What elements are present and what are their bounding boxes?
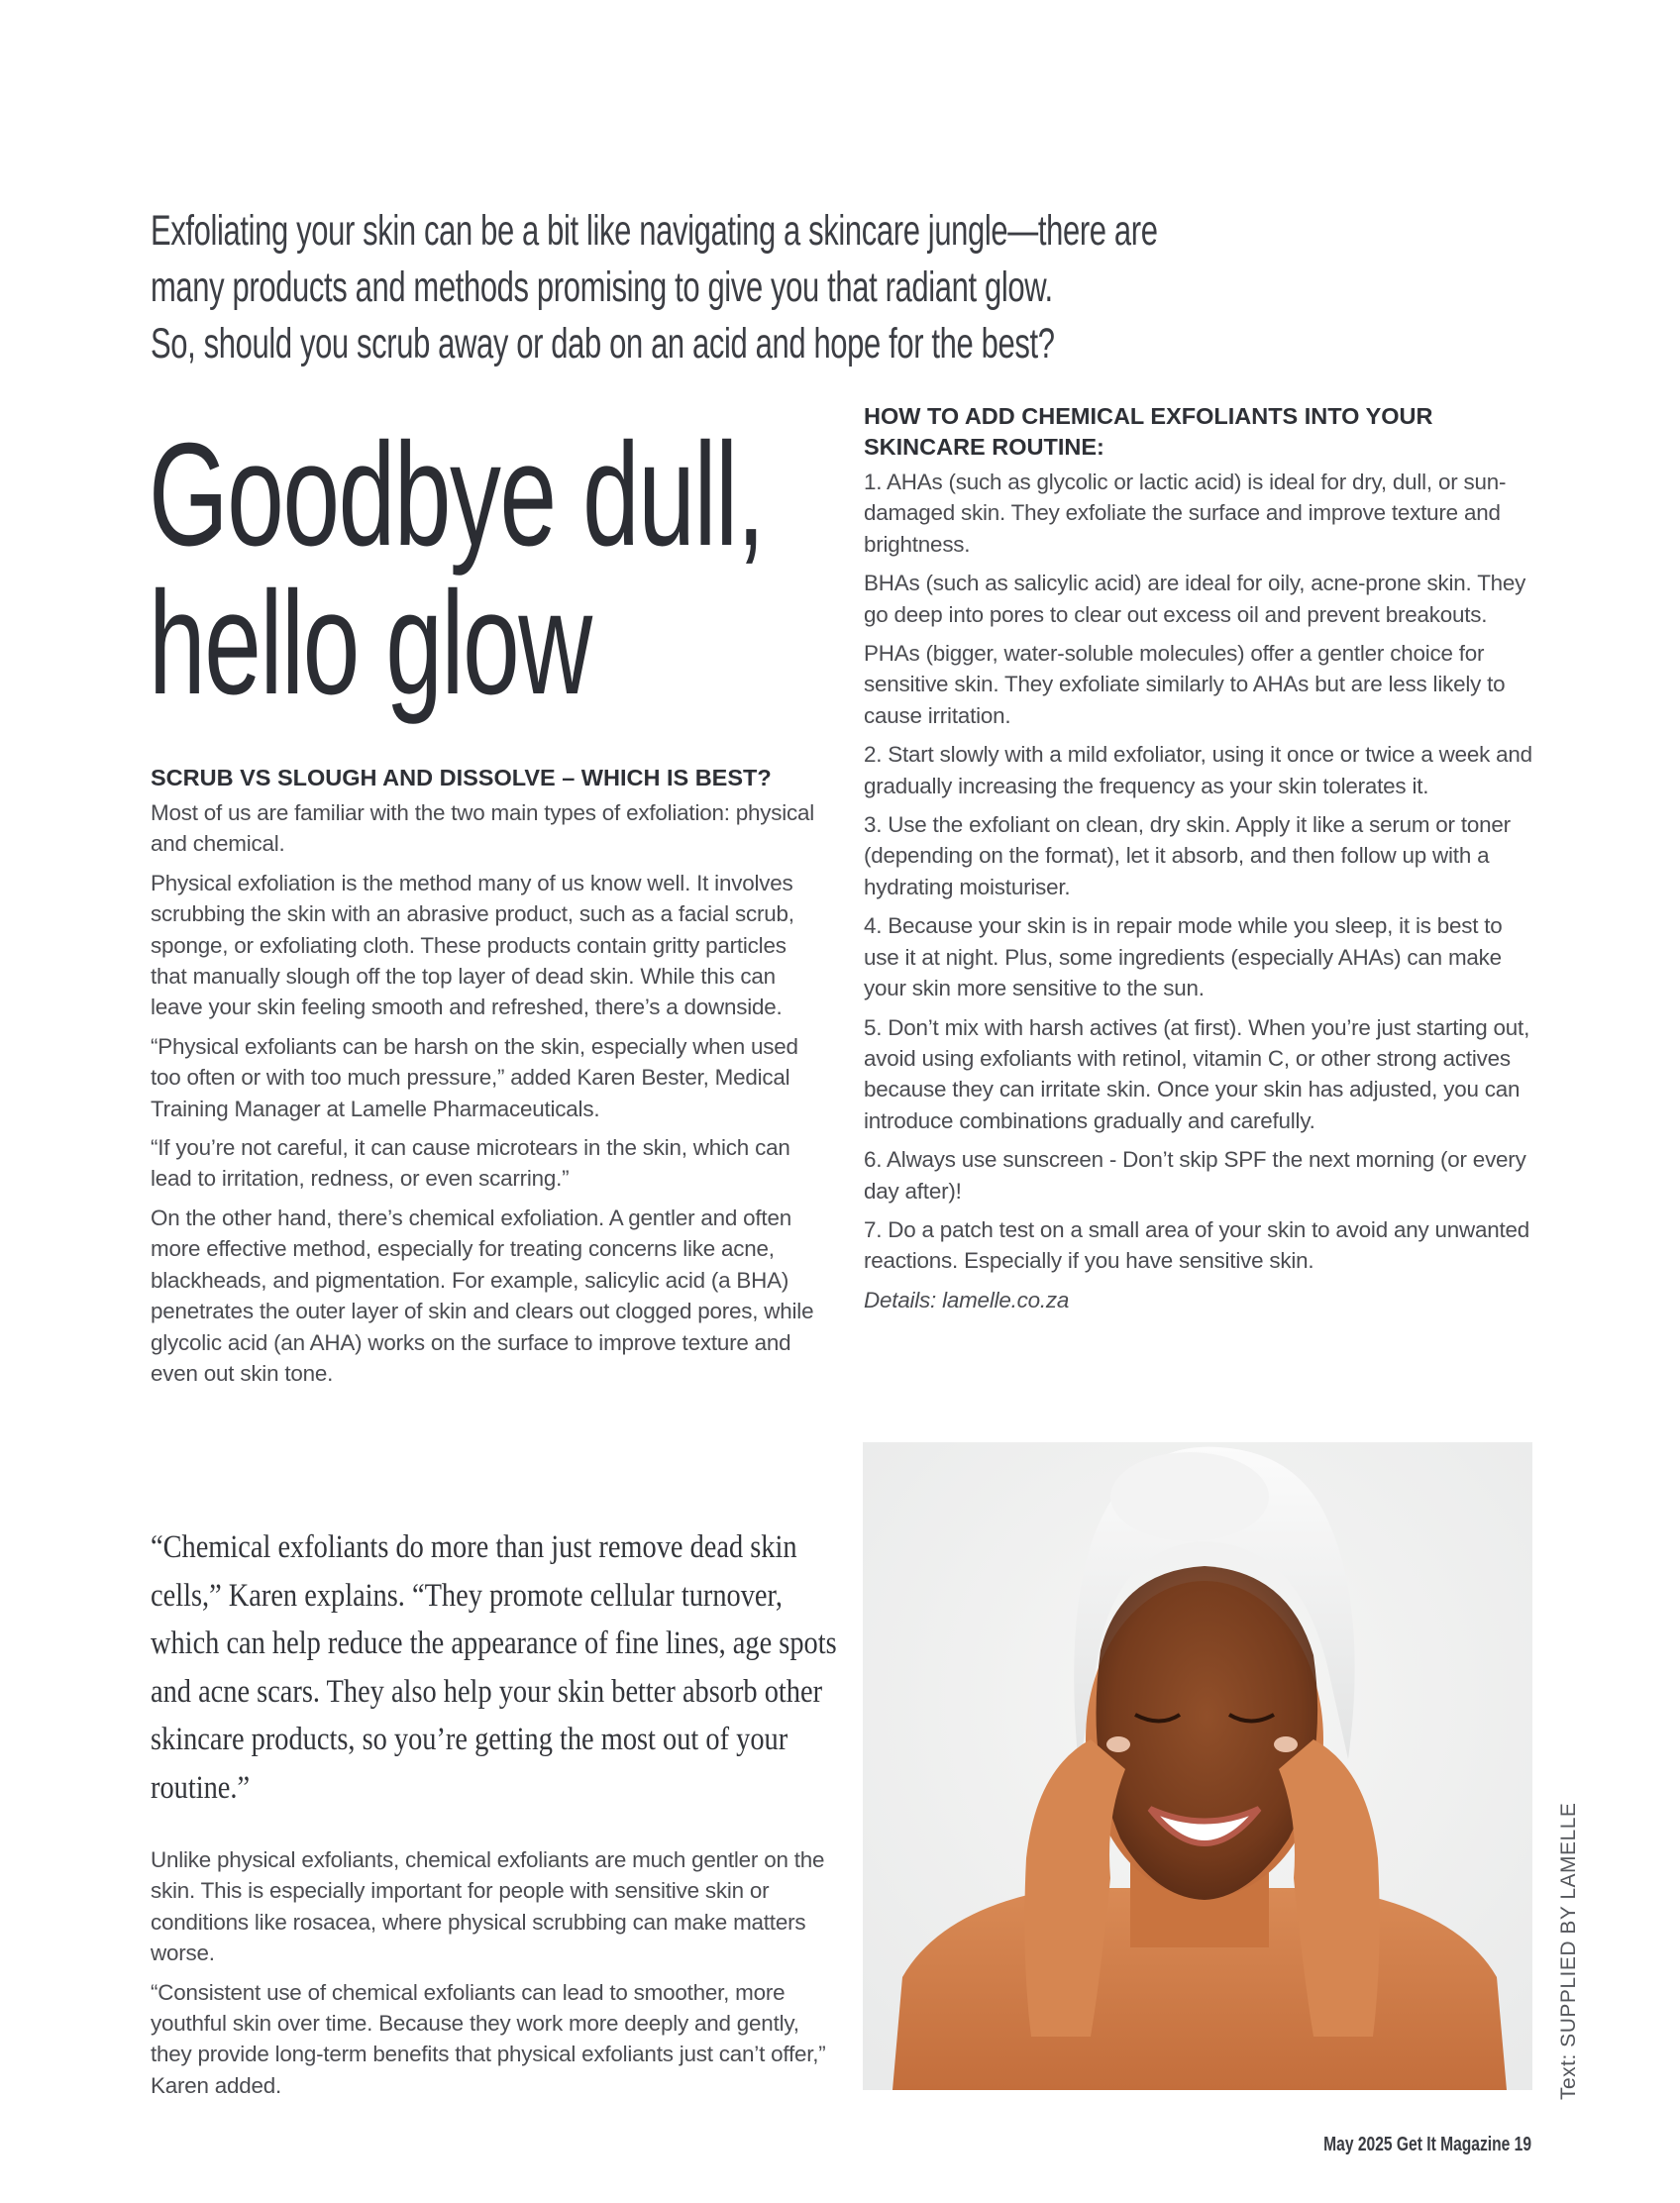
intro-line: Exfoliating your skin can be a bit like navigating a skincare jungle—there are [151, 207, 1158, 255]
section-subhead: SCRUB VS SLOUGH AND DISSOLVE – WHICH IS BEST? [151, 765, 772, 790]
intro-line: many products and methods promising to give you that radiant glow. [151, 263, 1053, 311]
body-paragraph: “If you’re not careful, it can cause microtears in the skin, which can lead to irritation, redness, or even scarring.” [151, 1135, 790, 1192]
woman-face-mask-image [863, 1442, 1532, 2090]
details-link: Details: lamelle.co.za [864, 1287, 1070, 1312]
pull-quote-text: “Chemical exfoliants do more than just remove dead skin cells,” Karen explains. “They promote cellular turnover, which can help reduce the appearance of fine lines, age spots and acne scars. They also help your skin better absorb other skincare products, so you’re getting the most out of your routine.” [151, 1529, 837, 1806]
body-paragraph: “Physical exfoliants can be harsh on the skin, especially when used too often or with too much pressure,” added Karen Bester, Medical Training Manager at Lamelle Pharmaceuticals. [151, 1033, 798, 1121]
body-paragraph: On the other hand, there’s chemical exfoliation. A gentler and often more effective method, especially for treating concerns like acne, blackheads, and pigmentation. For example, salicylic acid (a BHA) penetrates the outer layer of skin and clears out clogged pores, while glycolic acid (an AHA) works on the surface to improve texture and even out skin tone. [151, 1205, 814, 1386]
tip-item: PHAs (bigger, water-soluble molecules) offer a gentler choice for sensitive skin. They exfoliate similarly to AHAs but are less likely to cause irritation. [864, 641, 1506, 728]
tip-item: 5. Don’t mix with harsh actives (at first). When you’re just starting out, avoid using exfoliants with retinol, vitamin C, or other strong actives because they can irritate skin. Once your skin has adjusted, you can introduce combinations gradually and carefully. [864, 1014, 1530, 1133]
tip-item: BHAs (such as salicylic acid) are ideal for oily, acne-prone skin. They go deep into pores to clear out excess oil and prevent breakouts. [864, 571, 1526, 627]
section-subhead: HOW TO ADD CHEMICAL EXFOLIANTS INTO YOUR SKINCARE ROUTINE: [864, 403, 1433, 460]
right-column [864, 401, 1537, 1323]
headline-line: hello glow [149, 562, 591, 725]
tip-item: 3. Use the exfoliant on clean, dry skin. Apply it like a serum or toner (depending on the format), let it absorb, and then follow up with a hydrating moisturiser. [864, 812, 1511, 899]
intro-line: So, should you scrub away or dab on an acid and hope for the best? [151, 320, 1055, 367]
tip-item: 7. Do a patch test on a small area of your skin to avoid any unwanted reactions. Especially if you have sensitive skin. [864, 1216, 1530, 1274]
pull-quote [151, 1523, 844, 1812]
tip-item: 6. Always use sunscreen - Don’t skip SPF the next morning (or every day after)! [864, 1147, 1526, 1204]
body-paragraph: Unlike physical exfoliants, chemical exfoliants are much gentler on the skin. This is especially important for people with sensitive skin or conditions like rosacea, where physical scrubbing can make matters worse. [151, 1847, 825, 1966]
tip-item: 1. AHAs (such as glycolic or lactic acid) is ideal for dry, dull, or sun-damaged skin. They exfoliate the surface and improve texture and brightness. [864, 470, 1507, 557]
headline [149, 413, 765, 725]
tip-item: 2. Start slowly with a mild exfoliator, using it once or twice a week and gradually increasing the frequency as your skin tolerates it. [864, 742, 1532, 798]
headline-line: Goodbye dull, [149, 413, 765, 577]
article-photo [863, 1442, 1532, 2090]
photo-credit: Text: SUPPLIED BY LAMELLE [1557, 1802, 1580, 2100]
body-paragraph: Physical exfoliation is the method many of us know well. It involves scrubbing the skin with an abrasive product, such as a facial scrub, sponge, or exfoliating cloth. These products contain gritty particles that manually slough off the top layer of dead skin. While this can leave your skin feeling smooth and refreshed, there’s a downside. [151, 870, 794, 1020]
left-column [151, 763, 824, 1397]
page-footer: May 2025 Get It Magazine 19 [1323, 2134, 1531, 2155]
tip-item: 4. Because your skin is in repair mode while you sleep, it is best to use it at night. Plus, some ingredients (especially AHAs) can make your skin more sensitive to the sun. [864, 913, 1503, 1001]
left-column-lower [151, 1844, 834, 2109]
body-paragraph: “Consistent use of chemical exfoliants can lead to smoother, more youthful skin over time. Because they work more deeply and gently, they provide long-term benefits that physical exfoliants just can’t offer,” Karen added. [151, 1979, 826, 2098]
intro-standfirst [151, 203, 1406, 372]
body-paragraph: Most of us are familiar with the two main types of exfoliation: physical and chemical. [151, 800, 815, 857]
